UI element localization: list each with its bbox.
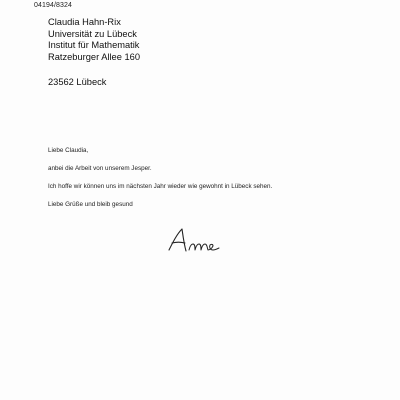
recipient-institution: Universität zu Lübeck [48, 28, 137, 39]
closing: Liebe Grüße und bleib gesund [48, 201, 133, 208]
recipient-city: 23562 Lübeck [48, 77, 107, 87]
recipient-name: Claudia Hahn-Rix [48, 17, 121, 27]
recipient-department: Institut für Mathematik [48, 40, 140, 50]
recipient-street: Ratzeburger Allee 160 [48, 51, 140, 62]
body-line: anbei die Arbeit von unserem Jesper. [48, 165, 152, 172]
salutation: Liebe Claudia, [48, 147, 89, 154]
reference-number: 04194/8324 [34, 2, 72, 9]
body-line: Ich hoffe wir können uns im nächsten Jahr wieder wie gewohnt in Lübeck sehen. [48, 183, 273, 190]
handwritten-signature [165, 226, 245, 256]
recipient-address [48, 17, 140, 63]
signature-graphic [165, 226, 245, 256]
